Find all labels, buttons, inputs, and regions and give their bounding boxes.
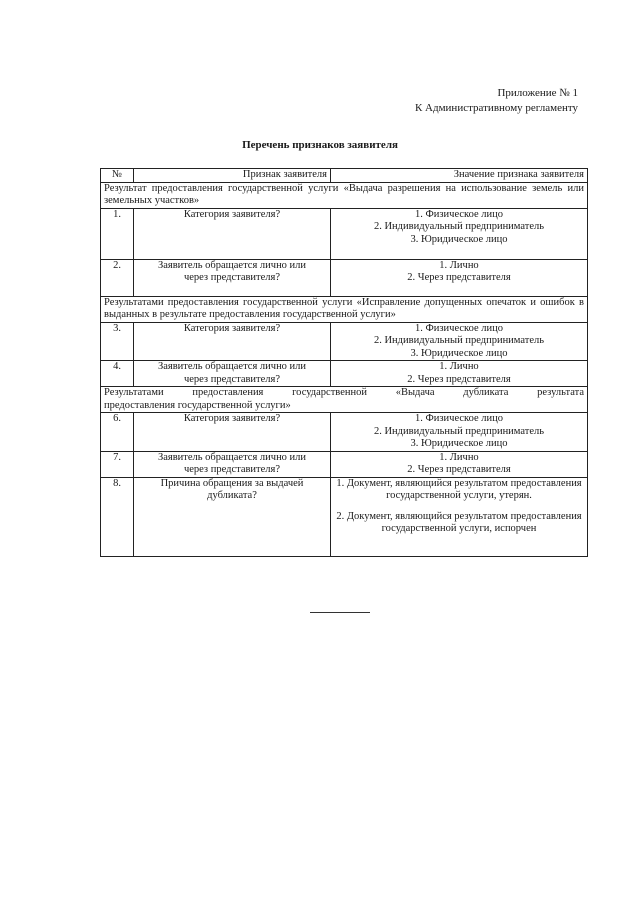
section-line: Результатами предоставления государственной «Выдача дубликата результата bbox=[104, 387, 584, 398]
row-criterion bbox=[134, 477, 331, 556]
row-criterion: Категория заявителя? bbox=[134, 413, 331, 452]
section-title-1: Результат предоставления государственной услуги «Выдача разрешения на использование земель или земельных участков» bbox=[101, 182, 588, 208]
appendix-number: Приложение № 1 bbox=[497, 87, 578, 99]
value-item: 1. Физическое лицо bbox=[414, 413, 503, 424]
row-values bbox=[331, 477, 588, 556]
criterion-line: Заявитель обращается лично или bbox=[157, 361, 307, 372]
table-row bbox=[101, 413, 588, 452]
value-item: 2. Через представителя bbox=[407, 272, 511, 283]
row-values bbox=[331, 451, 588, 477]
row-number: 2. bbox=[101, 259, 134, 296]
value-item: 3. Юридическое лицо bbox=[410, 438, 508, 449]
value-item: 1. Физическое лицо bbox=[414, 322, 503, 334]
document-title: Перечень признаков заявителя bbox=[242, 139, 398, 151]
value-item: 2. Индивидуальный предприниматель bbox=[373, 425, 545, 437]
criterion-line: через представителя? bbox=[183, 272, 281, 283]
criteria-table bbox=[100, 168, 588, 557]
section-row bbox=[101, 296, 588, 322]
table-row bbox=[101, 477, 588, 556]
row-number: 4. bbox=[101, 361, 134, 387]
section-line: предоставления государственной услуги» bbox=[104, 399, 291, 411]
value-item: 3. Юридическое лицо bbox=[410, 233, 508, 245]
value-item: 3. Юридическое лицо bbox=[410, 347, 508, 359]
row-values bbox=[331, 413, 588, 452]
table-row bbox=[101, 208, 588, 259]
row-criterion: Категория заявителя? bbox=[134, 208, 331, 259]
row-number: 3. bbox=[101, 322, 134, 361]
table-row bbox=[101, 322, 588, 361]
row-criterion bbox=[134, 451, 331, 477]
row-criterion: Категория заявителя? bbox=[134, 322, 331, 361]
footer-divider bbox=[310, 612, 370, 613]
row-number: 1. bbox=[101, 208, 134, 259]
value-item: 2. Документ, являющийся результатом предоставления государственной услуги, испорчен bbox=[336, 510, 582, 534]
table-header-row bbox=[101, 169, 588, 183]
criterion-line: Причина обращения за выдачей bbox=[160, 477, 304, 489]
row-criterion bbox=[134, 259, 331, 296]
section-title-3 bbox=[101, 387, 588, 413]
header-value: Значение признака заявителя bbox=[331, 169, 588, 183]
appendix-reference: К Административному регламенту bbox=[414, 102, 578, 114]
value-item: 2. Индивидуальный предприниматель bbox=[373, 221, 545, 232]
section-title-2: Результатами предоставления государственной услуги «Исправление допущенных опечаток и ошибок в выданных в результате предоставления государственной услуги» bbox=[101, 296, 588, 322]
criterion-line: через представителя? bbox=[183, 464, 281, 475]
value-item: 1. Документ, являющийся результатом предоставления государственной услуги, утерян. bbox=[336, 477, 582, 501]
header-number: № bbox=[101, 169, 134, 183]
table-row bbox=[101, 451, 588, 477]
row-values bbox=[331, 361, 588, 387]
row-criterion bbox=[134, 361, 331, 387]
row-values bbox=[331, 259, 588, 296]
criterion-line: через представителя? bbox=[183, 373, 281, 385]
header-criterion: Признак заявителя bbox=[134, 169, 331, 183]
value-item: 1. Лично bbox=[439, 361, 479, 372]
table-row bbox=[101, 361, 588, 387]
row-values bbox=[331, 208, 588, 259]
value-item: 1. Лично bbox=[439, 259, 479, 271]
row-number: 7. bbox=[101, 451, 134, 477]
criterion-line: дубликата? bbox=[207, 490, 257, 501]
row-number: 6. bbox=[101, 413, 134, 452]
value-item: 2. Индивидуальный предприниматель bbox=[373, 335, 545, 346]
row-number: 8. bbox=[101, 477, 134, 556]
value-item: 2. Через представителя bbox=[407, 464, 511, 475]
criterion-line: Заявитель обращается лично или bbox=[157, 259, 307, 271]
criterion-line: Заявитель обращается лично или bbox=[157, 451, 307, 463]
value-item: 1. Лично bbox=[439, 451, 479, 463]
value-item: 2. Через представителя bbox=[407, 373, 511, 385]
row-values bbox=[331, 322, 588, 361]
appendix-header bbox=[415, 86, 578, 116]
section-row bbox=[101, 182, 588, 208]
value-item: 1. Физическое лицо bbox=[414, 208, 503, 220]
section-row bbox=[101, 387, 588, 413]
table-row bbox=[101, 259, 588, 296]
